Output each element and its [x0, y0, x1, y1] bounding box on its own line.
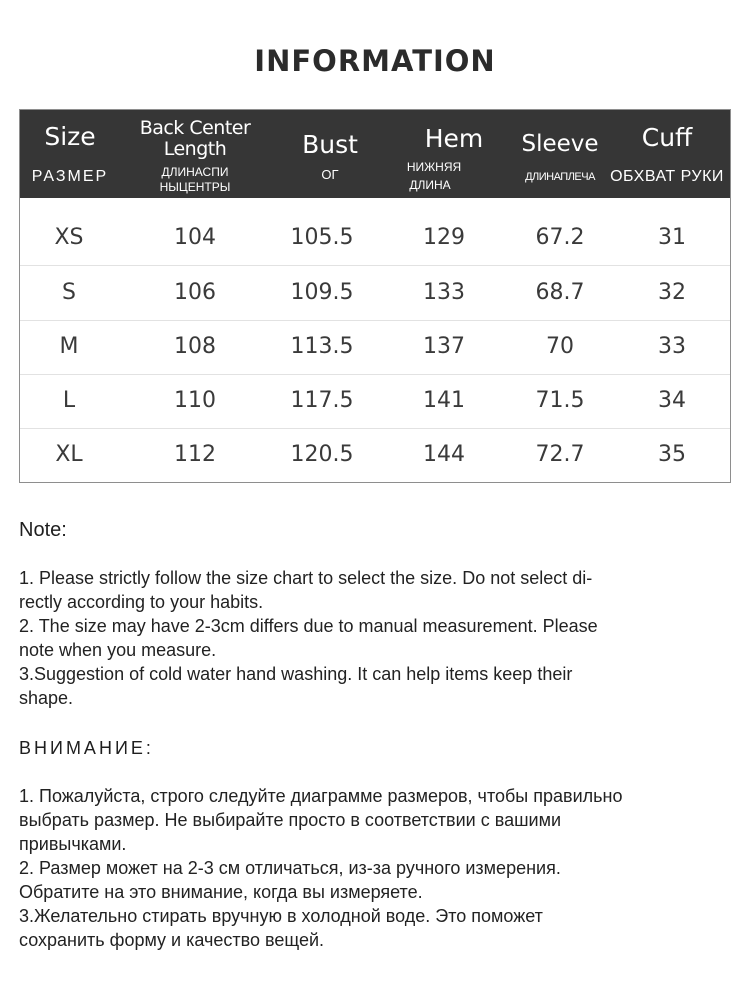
table-row	[20, 428, 730, 482]
header-bust-label: Bust	[302, 130, 358, 159]
header-size	[20, 110, 120, 198]
cell-size: L	[62, 388, 76, 413]
cell-size: XS	[54, 225, 84, 250]
cell-cuff: 35	[658, 442, 686, 467]
header-size-sublabel: РАЗМЕР	[31, 168, 109, 185]
ru-note-line: Обратите на это внимание, когда вы измеряете.	[19, 882, 423, 902]
cell-size: XL	[55, 442, 83, 467]
table-row	[20, 211, 730, 266]
cell-bust: 109.5	[290, 280, 354, 305]
ru-note-line: 1. Пожалуйста, строго следуйте диаграмме размеров, чтобы правильно	[19, 786, 623, 806]
table-row	[20, 374, 730, 429]
cell-sleeve: 71.5	[535, 388, 585, 413]
header-hem-sublabel-2: ДЛИНА	[409, 178, 451, 192]
cell-hem: 141	[423, 388, 465, 413]
header-cuff-sublabel: ОБХВАТ РУКИ	[610, 168, 724, 185]
cell-back-center-length: 110	[174, 388, 216, 413]
note-line: 3.Suggestion of cold water hand washing. It can help items keep their	[19, 664, 573, 684]
cell-hem: 129	[423, 225, 465, 250]
ru-note-line: привычками.	[19, 834, 127, 854]
header-sleeve-sublabel: ДЛИНАПЛЕЧА	[525, 171, 595, 183]
header-back-center-length	[126, 110, 264, 198]
header-sleeve	[516, 110, 604, 198]
cell-cuff: 33	[658, 334, 686, 359]
note-line: 2. The size may have 2-3cm differs due to manual measurement. Please	[19, 616, 598, 636]
size-chart-table	[19, 109, 731, 483]
cell-sleeve: 67.2	[535, 225, 585, 250]
header-size-label: Size	[44, 122, 96, 151]
cell-cuff: 34	[658, 388, 686, 413]
note-line: note when you measure.	[19, 640, 217, 660]
cell-hem: 133	[423, 280, 465, 305]
ru-note-line: сохранить форму и качество вещей.	[19, 930, 325, 950]
cell-back-center-length: 104	[174, 225, 216, 250]
cell-size: S	[62, 280, 76, 305]
header-hem	[392, 110, 516, 198]
ru-note-line: выбрать размер. Не выбирайте просто в соответствии с вашими	[19, 810, 562, 830]
ru-note-heading: ВНИМАНИЕ:	[19, 738, 154, 758]
cell-back-center-length: 112	[174, 442, 216, 467]
header-back-center-sublabel-1: ДЛИНАСПИ	[161, 165, 229, 179]
cell-hem: 144	[423, 442, 465, 467]
header-back-center-sublabel-2: НЫЦЕНТРЫ	[159, 180, 231, 194]
cell-bust: 113.5	[290, 334, 354, 359]
note-line: rectly according to your habits.	[19, 592, 264, 612]
cell-bust: 120.5	[290, 442, 354, 467]
cell-cuff: 31	[658, 225, 686, 250]
header-back-center-label-2: Length	[163, 138, 227, 160]
note-text	[19, 566, 719, 710]
ru-note-text	[19, 784, 719, 952]
cell-back-center-length: 106	[174, 280, 216, 305]
cell-sleeve: 70	[546, 334, 574, 359]
cell-sleeve: 68.7	[535, 280, 585, 305]
cell-bust: 105.5	[290, 225, 354, 250]
note-line: 1. Please strictly follow the size chart to select the size. Do not select di-	[19, 568, 593, 588]
table-header-row	[20, 110, 730, 198]
cell-cuff: 32	[658, 280, 686, 305]
table-row	[20, 320, 730, 375]
cell-sleeve: 72.7	[535, 442, 585, 467]
header-hem-label: Hem	[424, 124, 484, 153]
header-bust-sublabel: ОГ	[321, 167, 339, 182]
cell-hem: 137	[423, 334, 465, 359]
note-heading: Note:	[19, 519, 67, 541]
note-line: shape.	[19, 688, 74, 708]
header-hem-sublabel-1: НИЖНЯЯ	[406, 160, 462, 174]
header-cuff-label: Cuff	[641, 123, 693, 152]
header-sleeve-label: Sleeve	[521, 131, 599, 157]
cell-back-center-length: 108	[174, 334, 216, 359]
cell-bust: 117.5	[290, 388, 354, 413]
header-back-center-label-1: Back Center	[139, 117, 251, 139]
page-title: INFORMATION	[254, 44, 496, 78]
ru-note-line: 2. Размер может на 2-3 см отличаться, из-за ручного измерения.	[19, 858, 561, 878]
ru-note-line: 3.Желательно стирать вручную в холодной воде. Это поможет	[19, 906, 543, 926]
table-row	[20, 266, 730, 321]
cell-size: M	[59, 334, 79, 359]
header-cuff	[604, 110, 730, 198]
